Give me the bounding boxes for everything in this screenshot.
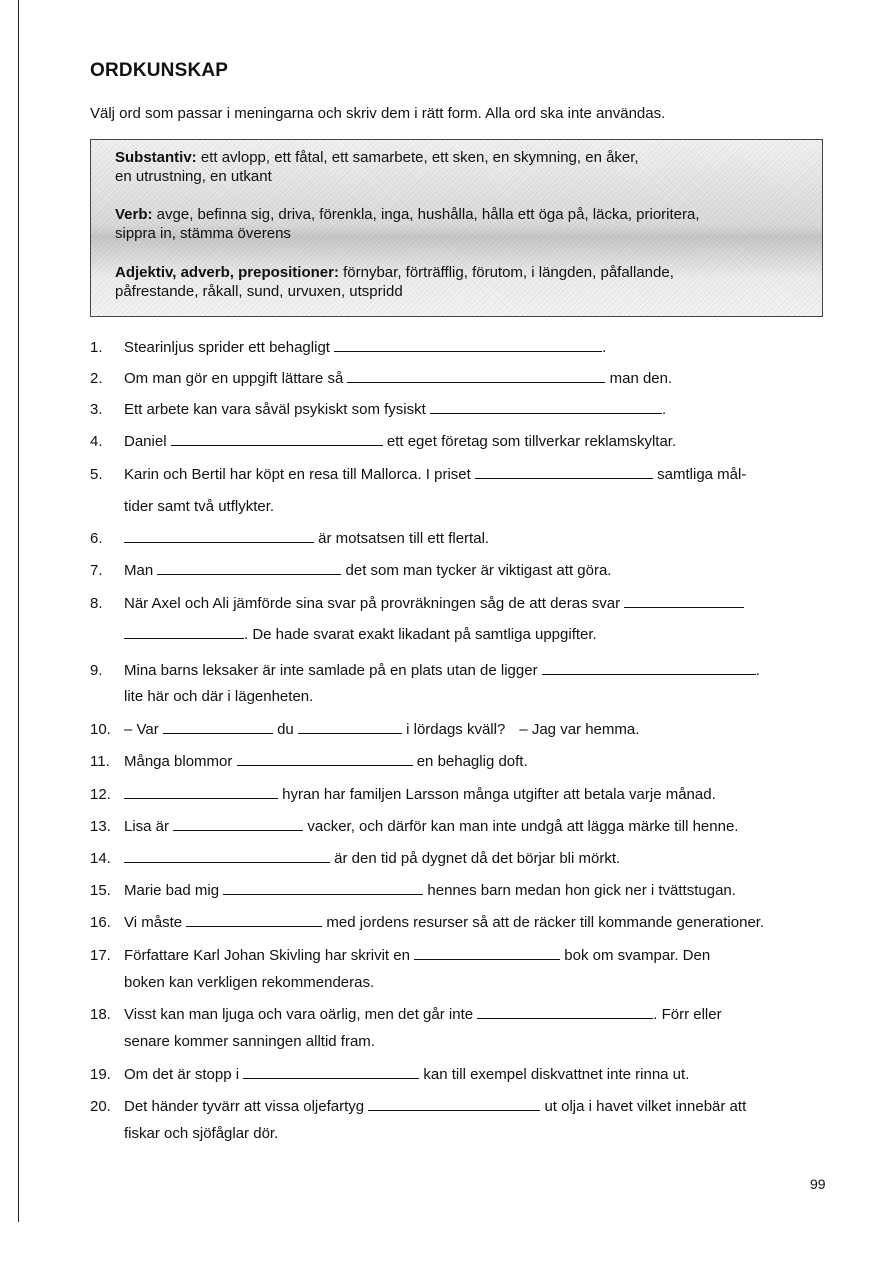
answer-blank-10b[interactable] (298, 721, 402, 734)
question-9-cont: lite här och där i lägenheten. (124, 688, 314, 705)
question-6: 6. är motsatsen till ett flertal. (90, 530, 490, 547)
answer-blank-11[interactable] (237, 753, 413, 766)
word-group-verb (115, 205, 802, 243)
answer-blank-15[interactable] (223, 882, 423, 895)
question-20: 20. Det händer tyvärr att vissa oljefartyg ut olja i havet vilket innebär att (90, 1098, 747, 1115)
question-15: 15. Marie bad mig hennes barn medan hon gick ner i tvättstugan. (90, 882, 736, 899)
question-11: 11. Många blommor en behaglig doft. (90, 753, 528, 770)
margin-line (18, 0, 19, 1222)
question-19: 19. Om det är stopp i kan till exempel diskvattnet inte rinna ut. (90, 1066, 690, 1083)
question-7: 7. Man det som man tycker är viktigast att göra. (90, 562, 612, 579)
answer-blank-13[interactable] (173, 818, 303, 831)
answer-blank-6[interactable] (124, 530, 314, 543)
substantiv-line-1: Substantiv: ett avlopp, ett fåtal, ett samarbete, ett sken, en skymning, en åker, (115, 149, 639, 166)
answer-blank-19[interactable] (243, 1066, 419, 1079)
question-3: 3. Ett arbete kan vara såväl psykiskt som fysiskt . (90, 401, 667, 418)
answer-blank-14[interactable] (124, 850, 330, 863)
question-12: 12. hyran har familjen Larsson många utgifter att betala varje månad. (90, 786, 716, 803)
question-14: 14. är den tid på dygnet då det börjar bli mörkt. (90, 850, 621, 867)
answer-blank-10a[interactable] (163, 721, 273, 734)
page-number: 99 (810, 1176, 826, 1192)
answer-blank-3[interactable] (430, 401, 662, 414)
question-8: 8. När Axel och Ali jämförde sina svar på provräkningen såg de att deras svar (90, 594, 744, 614)
answer-blank-8[interactable] (624, 595, 744, 608)
question-18-cont: senare kommer sanningen alltid fram. (124, 1033, 375, 1050)
verb-line-2: sippra in, stämma överens (115, 225, 291, 242)
instruction: Välj ord som passar i meningarna och skriv dem i rätt form. Alla ord ska inte användas. (90, 105, 666, 122)
word-group-adjektiv (115, 263, 802, 301)
question-13: 13. Lisa är vacker, och därför kan man inte undgå att lägga märke till henne. (90, 818, 739, 835)
question-5-cont: tider samt två utflykter. (124, 498, 275, 515)
substantiv-line-2: en utrustning, en utkant (115, 168, 272, 185)
question-17-cont: boken kan verkligen rekommenderas. (124, 974, 375, 991)
verb-line-1: Verb: avge, befinna sig, driva, förenkla, inga, hushålla, hålla ett öga på, läcka, prioritera, (115, 206, 700, 223)
question-2: 2. Om man gör en uppgift lättare så man den. (90, 370, 673, 387)
answer-blank-2[interactable] (347, 370, 605, 383)
answer-blank-9[interactable] (542, 662, 756, 675)
question-20-cont: fiskar och sjöfåglar dör. (124, 1125, 279, 1142)
answer-blank-18[interactable] (477, 1006, 653, 1019)
question-8-cont: . De hade svarat exakt likadant på samtliga uppgifter. (124, 625, 597, 645)
question-16: 16. Vi måste med jordens resurser så att de räcker till kommande generationer. (90, 914, 765, 931)
answer-blank-7[interactable] (157, 562, 341, 575)
answer-blank-17[interactable] (414, 947, 560, 960)
answer-blank-16[interactable] (186, 914, 322, 927)
adjektiv-line-1: Adjektiv, adverb, prepositioner: förnybar, förträfflig, förutom, i längden, påfallande, (115, 264, 674, 281)
question-4: 4. Daniel ett eget företag som tillverkar reklamskyltar. (90, 433, 677, 450)
word-group-substantiv (115, 148, 802, 186)
question-17: 17. Författare Karl Johan Skivling har skrivit en bok om svampar. Den (90, 947, 711, 964)
answer-blank-8-cont[interactable] (124, 626, 244, 639)
answer-blank-4[interactable] (171, 433, 383, 446)
page-title: ORDKUNSKAP (90, 60, 229, 81)
question-9: 9. Mina barns leksaker är inte samlade på en plats utan de ligger . (90, 662, 760, 679)
question-1: 1. Stearinljus sprider ett behagligt . (90, 339, 607, 356)
answer-blank-12[interactable] (124, 786, 278, 799)
answer-blank-20[interactable] (368, 1098, 540, 1111)
question-10: 10. – Var du i lördags kväll? – Jag var hemma. (90, 721, 640, 738)
word-box (90, 139, 823, 317)
answer-blank-5[interactable] (475, 466, 653, 479)
adjektiv-line-2: påfrestande, råkall, sund, urvuxen, utspridd (115, 283, 403, 300)
question-5: 5. Karin och Bertil har köpt en resa till Mallorca. I priset samtliga mål- (90, 466, 747, 483)
question-18: 18. Visst kan man ljuga och vara oärlig, men det går inte . Förr eller (90, 1006, 722, 1023)
answer-blank-1[interactable] (334, 339, 602, 352)
